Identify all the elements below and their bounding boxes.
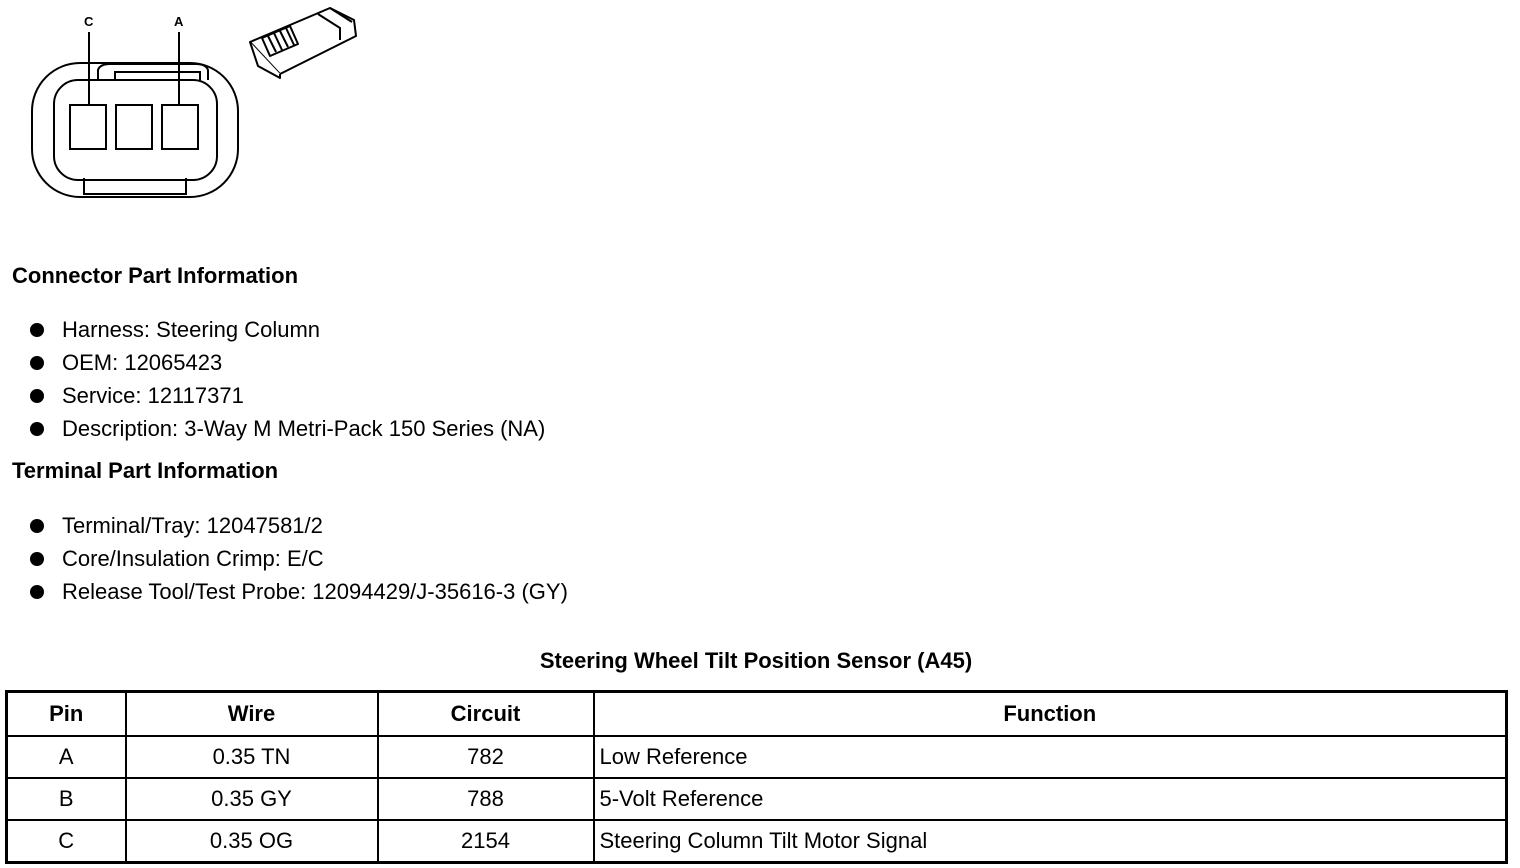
connector-info-list (28, 313, 545, 445)
connector-info-heading: Connector Part Information (12, 263, 299, 288)
list-item: Service: 12117371 (28, 379, 545, 412)
wire-cell: 0.35 TN (126, 736, 378, 778)
pin-callout-c: C (84, 14, 94, 29)
column-header-function: Function (594, 692, 1507, 737)
connector-diagram (0, 0, 380, 210)
terminal-info-heading: Terminal Part Information (12, 458, 279, 483)
terminal-cavity-a (162, 105, 198, 149)
list-item: Terminal/Tray: 12047581/2 (28, 509, 568, 542)
terminal-info-list (28, 509, 568, 608)
terminal-cavity-b (116, 105, 152, 149)
column-header-pin: Pin (7, 692, 126, 737)
connector-outer-body (32, 63, 238, 197)
table-header-row (7, 692, 1507, 737)
pin-cell: A (7, 736, 126, 778)
list-item: Harness: Steering Column (28, 313, 545, 346)
pin-callout-a: A (174, 14, 184, 29)
table-row (7, 736, 1507, 778)
column-header-circuit: Circuit (378, 692, 594, 737)
list-item: Core/Insulation Crimp: E/C (28, 542, 568, 575)
list-item: Release Tool/Test Probe: 12094429/J-35616-3 (GY) (28, 575, 568, 608)
list-item: Description: 3-Way M Metri-Pack 150 Series (NA) (28, 412, 545, 445)
wire-cell: 0.35 OG (126, 820, 378, 863)
pin-table (5, 690, 1508, 864)
circuit-cell: 788 (378, 778, 594, 820)
wire-cell: 0.35 GY (126, 778, 378, 820)
function-cell: Steering Column Tilt Motor Signal (594, 820, 1507, 863)
terminal-cavity-c (70, 105, 106, 149)
pin-table-title: Steering Wheel Tilt Position Sensor (A45) (539, 648, 973, 673)
list-item: OEM: 12065423 (28, 346, 545, 379)
circuit-cell: 782 (378, 736, 594, 778)
pin-cell: B (7, 778, 126, 820)
connector-isometric-icon (250, 8, 356, 78)
circuit-cell: 2154 (378, 820, 594, 863)
pin-cell: C (7, 820, 126, 863)
connector-inner-shell (54, 80, 217, 180)
table-row (7, 820, 1507, 863)
table-row (7, 778, 1507, 820)
function-cell: 5-Volt Reference (594, 778, 1507, 820)
column-header-wire: Wire (126, 692, 378, 737)
function-cell: Low Reference (594, 736, 1507, 778)
